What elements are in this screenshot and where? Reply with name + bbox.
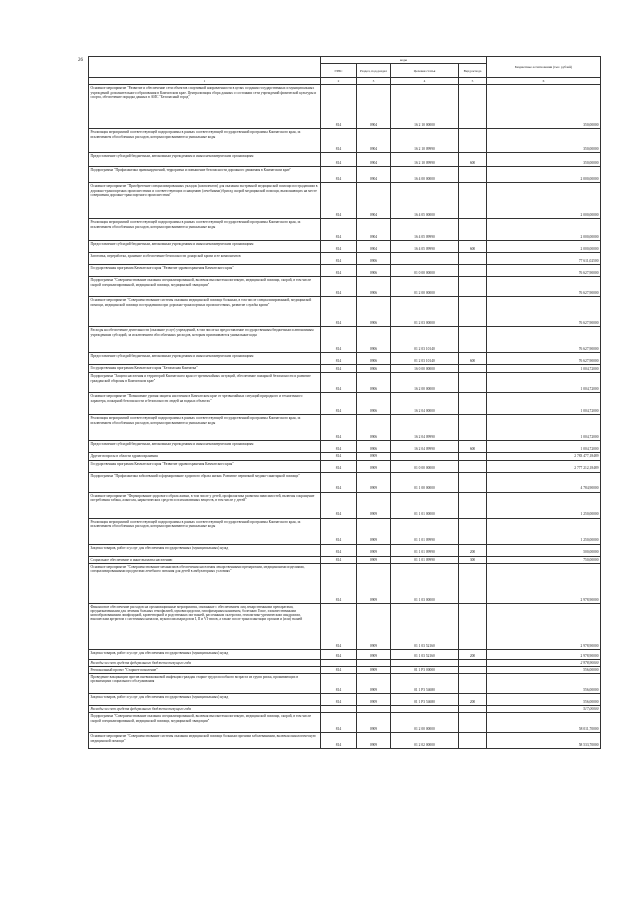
row-target: 16 4 05 00000 — [391, 183, 459, 219]
row-vr — [459, 129, 487, 153]
row-grbs: 814 — [321, 253, 357, 265]
row-section: 0909 — [357, 556, 391, 563]
row-target: 16 4 00 00000 — [391, 167, 459, 183]
table-row — [89, 733, 601, 749]
row-amount: 2 000,00000 — [487, 219, 601, 241]
row-name: Подпрограмма "Профилактика заболеваний и формирование здорового образа жизни. Развитие первичной медико-санитарной помощи" — [89, 472, 321, 492]
table-row — [89, 393, 601, 415]
row-vr: 600 — [459, 153, 487, 167]
row-amount: 4 784,90000 — [487, 472, 601, 492]
row-amount: 1 004,72000 — [487, 415, 601, 441]
row-name: Основное мероприятие "Совершенствование системы оказания медицинской помощи больным, в том числе специализированной, медицинской помощи, медицинской помощи пострадавшим при дорожно-транспортных происшествиях, развитие службы крови" — [89, 297, 321, 327]
table-row — [89, 85, 601, 129]
row-target: 16 4 05 09990 — [391, 219, 459, 241]
row-vr — [459, 563, 487, 603]
page-marker: 26 — [78, 58, 83, 63]
row-name: Подпрограмма "Совершенствование оказания специализированной, включая высокотехнологичную, медицинской помощи, скорой, в том числе скорой специализированной, медицинской помощи, медицинской эвакуации" — [89, 713, 321, 733]
row-section: 0909 — [357, 518, 391, 544]
row-amount: 350,00000 — [487, 153, 601, 167]
row-vr — [459, 492, 487, 518]
row-grbs: 814 — [321, 603, 357, 649]
row-name: Государственная программа Камчатского края "Развитие здравоохранения Камчатского края" — [89, 460, 321, 472]
row-grbs: 814 — [321, 297, 357, 327]
row-section: 0906 — [357, 297, 391, 327]
row-grbs: 814 — [321, 353, 357, 365]
row-name: Финансовое обеспечение расходов на организационные мероприятия, связанные с обеспечением лиц лекарственными препаратами, предназначенными для лечения больных гемофилией, муковисцидозом, гипофизарным нанизмом, болезнью Гоше, злокачественными новообразованиями лимфоидной, кроветворной и родственных им тканей, рассеянным склерозом, гемолитико-уремическим синдромом, юношеским артритом с системным началом, мукополисахаридозом I, II и VI типов, а также после трансплантации органов и (или) тканей — [89, 603, 321, 649]
row-name: Основное мероприятие "Развитие и обеспечение сети объектов спортивной направленности в целях создания государственных и муниципальных учреждений дополнительного образования в Камчатском крае. Централизация сбора данных о состоянии сети учреждений физической культуры и спорта, обеспечение порядка данных в АИС "Безопасный город" — [89, 85, 321, 129]
row-target: 01 2 00 00000 — [391, 713, 459, 733]
row-amount: 2 978,90000 — [487, 649, 601, 659]
row-section: 0909 — [357, 453, 391, 460]
table-row — [89, 713, 601, 733]
table-row — [89, 415, 601, 441]
row-grbs: 814 — [321, 544, 357, 556]
row-target: 01 2 00 00000 — [391, 277, 459, 297]
row-name: Закупка товаров, работ и услуг для обеспечения государственных (муниципальных) нужд — [89, 694, 321, 706]
table-row — [89, 297, 601, 327]
table-row — [89, 277, 601, 297]
row-vr — [459, 253, 487, 265]
row-vr: 600 — [459, 441, 487, 453]
header-vr: Вид расхода — [459, 64, 487, 78]
row-amount: 2 777 212,18489 — [487, 460, 601, 472]
row-name: Основное мероприятие "Совершенствование механизмов обеспечения населения лекарственными препаратами, медицинскими изделиями, специализированными продуктами лечебного питания для детей в амбулаторных условиях" — [89, 563, 321, 603]
row-section: 0909 — [357, 649, 391, 659]
row-amount: 76 627,90000 — [487, 277, 601, 297]
row-vr: 200 — [459, 694, 487, 706]
row-grbs: 814 — [321, 129, 357, 153]
row-vr — [459, 365, 487, 373]
row-target: 01 1 03 52160 — [391, 603, 459, 649]
budget-table-body — [89, 85, 601, 749]
row-section: 0906 — [357, 373, 391, 393]
row-vr — [459, 667, 487, 674]
row-section: 0909 — [357, 713, 391, 733]
header-num-3: 3 — [357, 78, 391, 85]
table-row — [89, 659, 601, 666]
table-row — [89, 694, 601, 706]
row-amount: 517,00000 — [487, 706, 601, 713]
row-grbs: 814 — [321, 277, 357, 297]
row-vr — [459, 265, 487, 277]
row-name: Региональный проект "Старшее поколение" — [89, 667, 321, 674]
row-target: 01 0 00 00000 — [391, 460, 459, 472]
row-target: 01 1 03 52160 — [391, 649, 459, 659]
row-section: 0906 — [357, 415, 391, 441]
row-amount: 750,00000 — [487, 556, 601, 563]
table-row — [89, 365, 601, 373]
row-grbs: 814 — [321, 733, 357, 749]
row-amount: 556,00000 — [487, 694, 601, 706]
header-codes: коды — [321, 57, 487, 64]
row-section: 0906 — [357, 353, 391, 365]
header-section: Раздел, под-раздел — [357, 64, 391, 78]
row-amount: 76 627,90000 — [487, 297, 601, 327]
row-vr — [459, 733, 487, 749]
table-row — [89, 373, 601, 393]
row-amount: 350,00000 — [487, 129, 601, 153]
row-name: Реализация мероприятий соответствующей подпрограммы в рамках соответствующей государственной программы Камчатского края, за исключением обособленных расходов, которым присваиваются уникальные коды — [89, 219, 321, 241]
row-grbs: 814 — [321, 563, 357, 603]
row-vr — [459, 518, 487, 544]
row-target: 16 2 10 00000 — [391, 85, 459, 129]
row-name: Основное мероприятие "Повышение уровня защиты населения в Камчатском крае от чрезвычайных ситуаций природного и техногенного характера, пожарной безопасности и безопасности людей на водных объектах" — [89, 393, 321, 415]
table-row — [89, 706, 601, 713]
row-section: 0909 — [357, 733, 391, 749]
row-grbs: 814 — [321, 492, 357, 518]
row-grbs: 814 — [321, 472, 357, 492]
row-section: 0906 — [357, 327, 391, 353]
row-amount: 76 627,90000 — [487, 353, 601, 365]
row-section: 0909 — [357, 472, 391, 492]
header-num-2: 2 — [321, 78, 357, 85]
row-grbs: 814 — [321, 153, 357, 167]
row-section: 0909 — [357, 563, 391, 603]
row-target: 16 2 04 00000 — [391, 393, 459, 415]
row-grbs: 814 — [321, 667, 357, 674]
row-target: 16 2 04 09990 — [391, 415, 459, 441]
table-row — [89, 563, 601, 603]
row-target: 01 2 03 00000 — [391, 297, 459, 327]
row-section: 0906 — [357, 365, 391, 373]
table-row — [89, 129, 601, 153]
row-vr: 200 — [459, 544, 487, 556]
row-grbs: 814 — [321, 241, 357, 253]
row-vr — [459, 472, 487, 492]
row-name: Социальное обеспечение и иные выплаты населению — [89, 556, 321, 563]
row-target: 01 1 P3 54680 — [391, 694, 459, 706]
table-row — [89, 453, 601, 460]
row-vr — [459, 453, 487, 460]
row-grbs: 814 — [321, 460, 357, 472]
row-vr — [459, 603, 487, 649]
row-grbs: 814 — [321, 219, 357, 241]
table-row — [89, 472, 601, 492]
row-section: 0909 — [357, 667, 391, 674]
header-name — [89, 57, 321, 78]
row-section: 0909 — [357, 544, 391, 556]
row-section: 0904 — [357, 85, 391, 129]
row-name: Проведение вакцинации против пневмококковой инфекции граждан старше трудоспособного возраста из групп риска, проживающих в организациях социального обслуживания — [89, 674, 321, 694]
row-amount: 350,00000 — [487, 85, 601, 129]
row-vr — [459, 167, 487, 183]
row-target: 16 4 05 09990 — [391, 241, 459, 253]
header-num-4: 4 — [391, 78, 459, 85]
row-vr: 600 — [459, 353, 487, 365]
row-grbs: 814 — [321, 167, 357, 183]
row-section: 0904 — [357, 241, 391, 253]
row-vr — [459, 85, 487, 129]
header-num-6: 6 — [487, 78, 601, 85]
row-section: 0906 — [357, 277, 391, 297]
row-name: Подпрограмма "Профилактика правонарушений, терроризма и повышение безопасности дорожного движения в Камчатском крае" — [89, 167, 321, 183]
table-row — [89, 327, 601, 353]
row-name: Предоставление субсидий бюджетным, автономным учреждениям и иным некоммерческим организациям — [89, 441, 321, 453]
table-row — [89, 492, 601, 518]
row-name: Заготовка, переработка, хранение и обеспечение безопасности донорской крови и ее компонентов — [89, 253, 321, 265]
row-target: 16 2 10 09990 — [391, 129, 459, 153]
table-row — [89, 674, 601, 694]
header-target: Целевая статья — [391, 64, 459, 78]
row-name: Расходы на обеспечение деятельности (оказание услуг) учреждений, в том числе на предоставление государственным бюджетным и автономным учреждениям субсидий, за исключением обособленных расходов, которым присваиваются уникальные коды — [89, 327, 321, 353]
row-target: 01 1 00 00000 — [391, 472, 459, 492]
table-row — [89, 556, 601, 563]
header-grbs: ГРБС — [321, 64, 357, 78]
table-row — [89, 667, 601, 674]
row-section — [357, 659, 391, 666]
table-row — [89, 253, 601, 265]
row-grbs: 814 — [321, 85, 357, 129]
row-target: 01 1 01 09990 — [391, 518, 459, 544]
row-vr — [459, 297, 487, 327]
row-target: 16 0 00 00000 — [391, 365, 459, 373]
row-name: Расходы за счет средств федерального бюджета текущего года — [89, 706, 321, 713]
header-amount: Бюджетные ассигнования (тыс. рублей) — [487, 57, 601, 78]
row-target: 01 1 01 09990 — [391, 556, 459, 563]
row-amount: 58 533,70000 — [487, 733, 601, 749]
budget-table-page — [88, 56, 600, 749]
row-vr — [459, 327, 487, 353]
row-name: Государственная программа Камчатского края "Развитие здравоохранения Камчатского края" — [89, 265, 321, 277]
row-grbs: 814 — [321, 441, 357, 453]
row-vr — [459, 277, 487, 297]
row-vr — [459, 460, 487, 472]
row-section: 0906 — [357, 393, 391, 415]
row-target: 01 2 02 00000 — [391, 733, 459, 749]
table-row — [89, 265, 601, 277]
table-row — [89, 219, 601, 241]
row-amount: 2 978,90000 — [487, 563, 601, 603]
row-grbs: 814 — [321, 365, 357, 373]
row-amount: 556,00000 — [487, 674, 601, 694]
row-name: Другие вопросы в области здравоохранения — [89, 453, 321, 460]
row-section: 0904 — [357, 153, 391, 167]
table-row — [89, 167, 601, 183]
row-vr — [459, 219, 487, 241]
row-amount: 77 611,02500 — [487, 253, 601, 265]
row-vr — [459, 713, 487, 733]
row-grbs: 814 — [321, 373, 357, 393]
row-amount: 1 250,00000 — [487, 518, 601, 544]
row-vr — [459, 373, 487, 393]
row-target — [391, 706, 459, 713]
row-target: 01 1 01 00000 — [391, 492, 459, 518]
header-num-1: 1 — [89, 78, 321, 85]
row-name: Расходы за счет средств федерального бюджета текущего года — [89, 659, 321, 666]
row-name: Подпрограмма "Защита населения и территорий Камчатского края от чрезвычайных ситуаций, обеспечение пожарной безопасности и развитие гражданской обороны в Камчатском крае" — [89, 373, 321, 393]
row-name: Основное мероприятие "Формирование здорового образа жизни, в том числе у детей, профилактика развития зависимостей, включая сокращение потребления табака, алкоголя, наркотических средств и психоактивных веществ, в том числе у детей" — [89, 492, 321, 518]
row-section: 0904 — [357, 219, 391, 241]
row-section: 0904 — [357, 183, 391, 219]
row-name: Реализация мероприятий соответствующей подпрограммы в рамках соответствующей государственной программы Камчатского края, за исключением обособленных расходов, которым присваиваются уникальные коды — [89, 129, 321, 153]
row-grbs: 814 — [321, 649, 357, 659]
row-amount: 58 011,70000 — [487, 713, 601, 733]
row-amount: 2 783 477,18489 — [487, 453, 601, 460]
row-section: 0909 — [357, 492, 391, 518]
row-amount: 2 000,00000 — [487, 241, 601, 253]
row-grbs: 814 — [321, 265, 357, 277]
row-amount: 2 000,00000 — [487, 183, 601, 219]
row-vr: 600 — [459, 241, 487, 253]
row-amount: 1 004,72000 — [487, 393, 601, 415]
row-name: Подпрограмма "Совершенствование оказания специализированной, включая высокотехнологичную, медицинской помощи, скорой, в том числе скорой специализированной, медицинской помощи, медицинской эвакуации" — [89, 277, 321, 297]
row-vr — [459, 415, 487, 441]
row-vr — [459, 183, 487, 219]
row-amount: 76 627,90000 — [487, 265, 601, 277]
row-grbs: 814 — [321, 556, 357, 563]
row-target: 16 2 04 09990 — [391, 441, 459, 453]
row-name: Предоставление субсидий бюджетным, автономным учреждениям и иным некоммерческим организациям — [89, 353, 321, 365]
row-target: 16 2 00 00000 — [391, 373, 459, 393]
row-name: Предоставление субсидий бюджетным, автономным учреждениям и иным некоммерческим организациям — [89, 241, 321, 253]
row-grbs — [321, 706, 357, 713]
row-amount: 2 978,90000 — [487, 603, 601, 649]
row-amount: 1 004,72000 — [487, 441, 601, 453]
table-row — [89, 544, 601, 556]
row-grbs: 814 — [321, 183, 357, 219]
row-target — [391, 253, 459, 265]
row-name: Основное мероприятие "Приобретение специализированных укладок (комплектов) для оказания экстренной медицинской помощи пострадавшим в дорожно-транспортных происшествиях и соответствующих оснащению (лечебными) бригад скорой медицинской помощи, выполняющих на месте совершения дорожно-транспортного происшествия" — [89, 183, 321, 219]
row-amount: 1 004,72000 — [487, 373, 601, 393]
row-section: 0909 — [357, 460, 391, 472]
row-amount: 2 978,90000 — [487, 659, 601, 666]
row-section: 0909 — [357, 694, 391, 706]
row-name: Реализация мероприятий соответствующей подпрограммы в рамках соответствующей государственной программы Камчатского края, за исключением обособленных расходов, которым присваиваются уникальные коды — [89, 518, 321, 544]
row-amount: 76 627,90000 — [487, 327, 601, 353]
table-row — [89, 603, 601, 649]
row-grbs: 814 — [321, 327, 357, 353]
table-row — [89, 441, 601, 453]
row-vr — [459, 659, 487, 666]
row-amount: 2 000,00000 — [487, 167, 601, 183]
row-vr: 200 — [459, 649, 487, 659]
row-section: 0906 — [357, 265, 391, 277]
table-row — [89, 649, 601, 659]
row-grbs: 814 — [321, 713, 357, 733]
table-row — [89, 153, 601, 167]
row-name: Закупка товаров, работ и услуг для обеспечения государственных (муниципальных) нужд — [89, 649, 321, 659]
row-vr: 300 — [459, 556, 487, 563]
row-grbs: 814 — [321, 694, 357, 706]
row-target: 01 2 03 10140 — [391, 327, 459, 353]
row-name: Предоставление субсидий бюджетным, автономным учреждениям и иным некоммерческим организациям — [89, 153, 321, 167]
row-grbs: 814 — [321, 518, 357, 544]
row-target — [391, 453, 459, 460]
row-name: Закупка товаров, работ и услуг для обеспечения государственных (муниципальных) нужд — [89, 544, 321, 556]
row-name: Реализация мероприятий соответствующей подпрограммы в рамках соответствующей государственной программы Камчатского края, за исключением обособленных расходов, которым присваиваются уникальные коды — [89, 415, 321, 441]
row-grbs — [321, 659, 357, 666]
budget-table — [88, 56, 601, 749]
row-section — [357, 706, 391, 713]
row-target: 01 0 00 00000 — [391, 265, 459, 277]
row-amount: 1 250,00000 — [487, 492, 601, 518]
row-target: 01 1 P3 54680 — [391, 674, 459, 694]
row-target: 01 2 03 10140 — [391, 353, 459, 365]
row-section: 0906 — [357, 253, 391, 265]
table-row — [89, 183, 601, 219]
table-row — [89, 518, 601, 544]
row-target: 01 1 03 00000 — [391, 563, 459, 603]
row-section: 0909 — [357, 674, 391, 694]
row-vr — [459, 393, 487, 415]
row-name: Основное мероприятие "Совершенствование системы оказания медицинской помощи больным прочими заболеваниями, включая онкологическую медицинской помощи" — [89, 733, 321, 749]
row-grbs: 814 — [321, 415, 357, 441]
table-row — [89, 241, 601, 253]
table-row — [89, 353, 601, 365]
row-section: 0906 — [357, 441, 391, 453]
header-num-5: 5 — [459, 78, 487, 85]
row-section: 0904 — [357, 129, 391, 153]
row-vr — [459, 674, 487, 694]
row-amount: 500,00000 — [487, 544, 601, 556]
row-section: 0904 — [357, 167, 391, 183]
row-grbs: 814 — [321, 453, 357, 460]
row-target — [391, 659, 459, 666]
row-grbs: 814 — [321, 674, 357, 694]
row-grbs: 814 — [321, 393, 357, 415]
row-amount: 1 004,72000 — [487, 365, 601, 373]
row-amount: 556,00000 — [487, 667, 601, 674]
row-vr — [459, 706, 487, 713]
row-section: 0909 — [357, 603, 391, 649]
row-target: 16 2 10 09990 — [391, 153, 459, 167]
row-name: Государственная программа Камчатского края "Безопасная Камчатка" — [89, 365, 321, 373]
row-target: 01 1 P3 00000 — [391, 667, 459, 674]
table-row — [89, 460, 601, 472]
row-target: 01 1 01 09990 — [391, 544, 459, 556]
